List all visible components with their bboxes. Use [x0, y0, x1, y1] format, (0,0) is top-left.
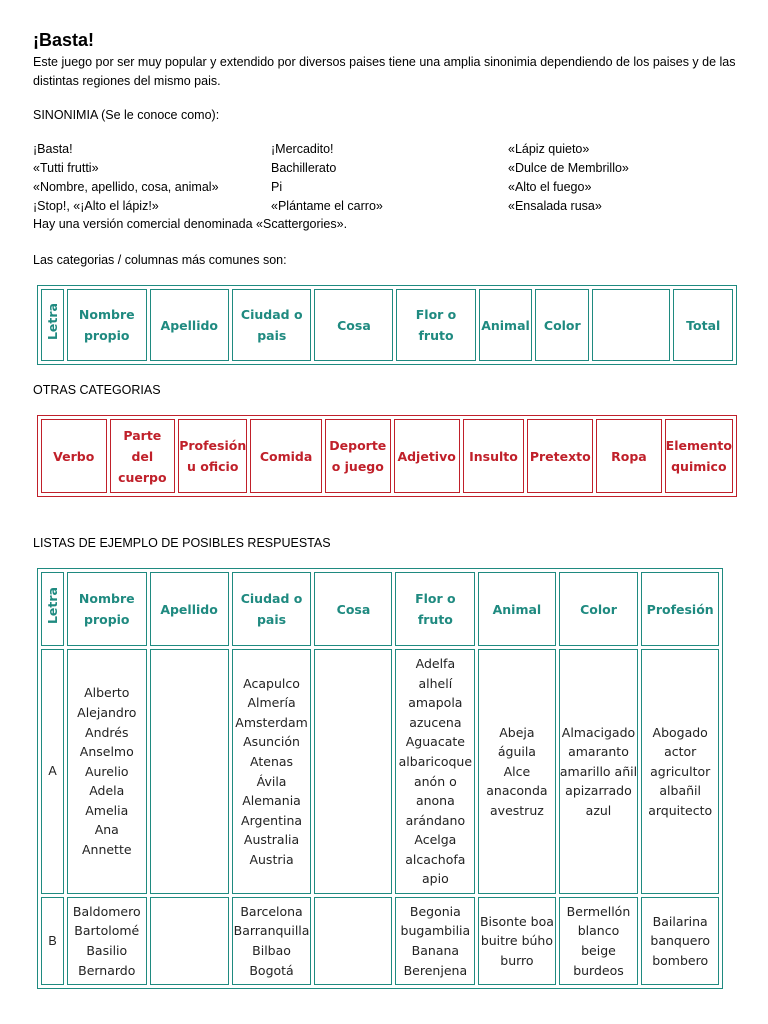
- synonym: «Ensalada rusa»: [508, 199, 602, 213]
- category-header: Ciudad o pais: [232, 289, 311, 361]
- synonyms-column-1: [33, 140, 219, 216]
- answer-cell: Abeja águila Alce anaconda avestruz: [478, 649, 555, 894]
- example-header: Color: [559, 572, 639, 646]
- common-categories-table: [37, 285, 737, 365]
- example-header: Nombre propio: [67, 572, 147, 646]
- category-header: Apellido: [150, 289, 230, 361]
- category-header: Animal: [479, 289, 533, 361]
- examples-header-row: [41, 572, 719, 646]
- answer-cell: Barcelona Barranquilla Bilbao Bogotá: [232, 897, 312, 985]
- table-row: [41, 897, 719, 985]
- other-category: Insulto: [463, 419, 525, 493]
- synonyms-column-3: [508, 140, 629, 216]
- answer-cell: Baldomero Bartolomé Basilio Bernardo: [67, 897, 147, 985]
- other-categories-label: OTRAS CATEGORIAS: [33, 383, 161, 397]
- synonym: «Nombre, apellido, cosa, animal»: [33, 180, 219, 194]
- categories-intro: Las categorias / columnas más comunes son:: [33, 253, 287, 267]
- other-category: Comida: [250, 419, 322, 493]
- category-header: Color: [535, 289, 589, 361]
- synonym: «Dulce de Membrillo»: [508, 161, 629, 175]
- answer-cell: Bisonte boa buitre búho burro: [478, 897, 555, 985]
- category-header: Total: [673, 289, 733, 361]
- other-category: Verbo: [41, 419, 107, 493]
- other-category: Pretexto: [527, 419, 593, 493]
- row-letter: A: [41, 649, 64, 894]
- example-header: Ciudad o pais: [232, 572, 312, 646]
- synonyms-column-2: [271, 140, 383, 216]
- synonym: ¡Mercadito!: [271, 142, 334, 156]
- synonym: Bachillerato: [271, 161, 337, 175]
- synonym: «Alto el fuego»: [508, 180, 592, 194]
- synonym: «Tutti frutti»: [33, 161, 99, 175]
- category-header-empty: [592, 289, 670, 361]
- example-header: Letra: [41, 572, 64, 646]
- example-header: Cosa: [314, 572, 392, 646]
- synonym: Pi: [271, 180, 283, 194]
- category-header: Nombre propio: [67, 289, 147, 361]
- answer-cell: [150, 897, 229, 985]
- other-categories-table: [37, 415, 737, 497]
- other-category: Adjetivo: [394, 419, 460, 493]
- other-category: Deporte o juego: [325, 419, 391, 493]
- row-letter: B: [41, 897, 64, 985]
- other-category: Ropa: [596, 419, 661, 493]
- example-header: Profesión: [641, 572, 719, 646]
- table-row: [41, 649, 719, 894]
- sinonimia-label: SINONIMIA (Se le conoce como):: [33, 108, 220, 122]
- examples-label: LISTAS DE EJEMPLO DE POSIBLES RESPUESTAS: [33, 536, 331, 550]
- example-header: Flor o fruto: [395, 572, 475, 646]
- answer-cell: Begonia bugambilia Banana Berenjena: [395, 897, 475, 985]
- other-category: Elemento quimico: [665, 419, 733, 493]
- synonym: «Lápiz quieto»: [508, 142, 590, 156]
- page-title: ¡Basta!: [33, 30, 95, 50]
- other-category: Parte del cuerpo: [110, 419, 176, 493]
- answer-cell: [314, 649, 392, 894]
- examples-table: [37, 568, 723, 989]
- example-header: Animal: [478, 572, 555, 646]
- answer-cell: Bermellón blanco beige burdeos: [559, 897, 639, 985]
- other-category: Profesión u oficio: [178, 419, 247, 493]
- answer-cell: Acapulco Almería Amsterdam Asunción Atenas Ávila Alemania Argentina Australia Austria: [232, 649, 312, 894]
- answer-cell: [314, 897, 392, 985]
- synonym: «Plántame el carro»: [271, 199, 383, 213]
- answer-cell: Bailarina banquero bombero: [641, 897, 719, 985]
- answer-cell: Abogado actor agricultor albañil arquitecto: [641, 649, 719, 894]
- answer-cell: Adelfa alhelí amapola azucena Aguacate albaricoque anón o anona arándano Acelga alcachofa apio: [395, 649, 475, 894]
- scattergories-note: Hay una versión comercial denominada «Scattergories».: [33, 217, 348, 231]
- answer-cell: Alberto Alejandro Andrés Anselmo Aurelio Adela Amelia Ana Annette: [67, 649, 147, 894]
- answer-cell: [150, 649, 229, 894]
- synonym: ¡Stop!, «¡Alto el lápiz!»: [33, 199, 159, 213]
- answer-cell: Almacigado amaranto amarillo añil apizarrado azul: [559, 649, 639, 894]
- category-header: Letra: [41, 289, 64, 361]
- synonym: ¡Basta!: [33, 142, 73, 156]
- example-header: Apellido: [150, 572, 229, 646]
- category-header: Flor o fruto: [396, 289, 475, 361]
- intro-paragraph: Este juego por ser muy popular y extendido por diversos paises tiene una amplia sinonimia dependiendo de los paises y de las distintas regiones del mismo pais.: [33, 55, 736, 88]
- category-header: Cosa: [314, 289, 393, 361]
